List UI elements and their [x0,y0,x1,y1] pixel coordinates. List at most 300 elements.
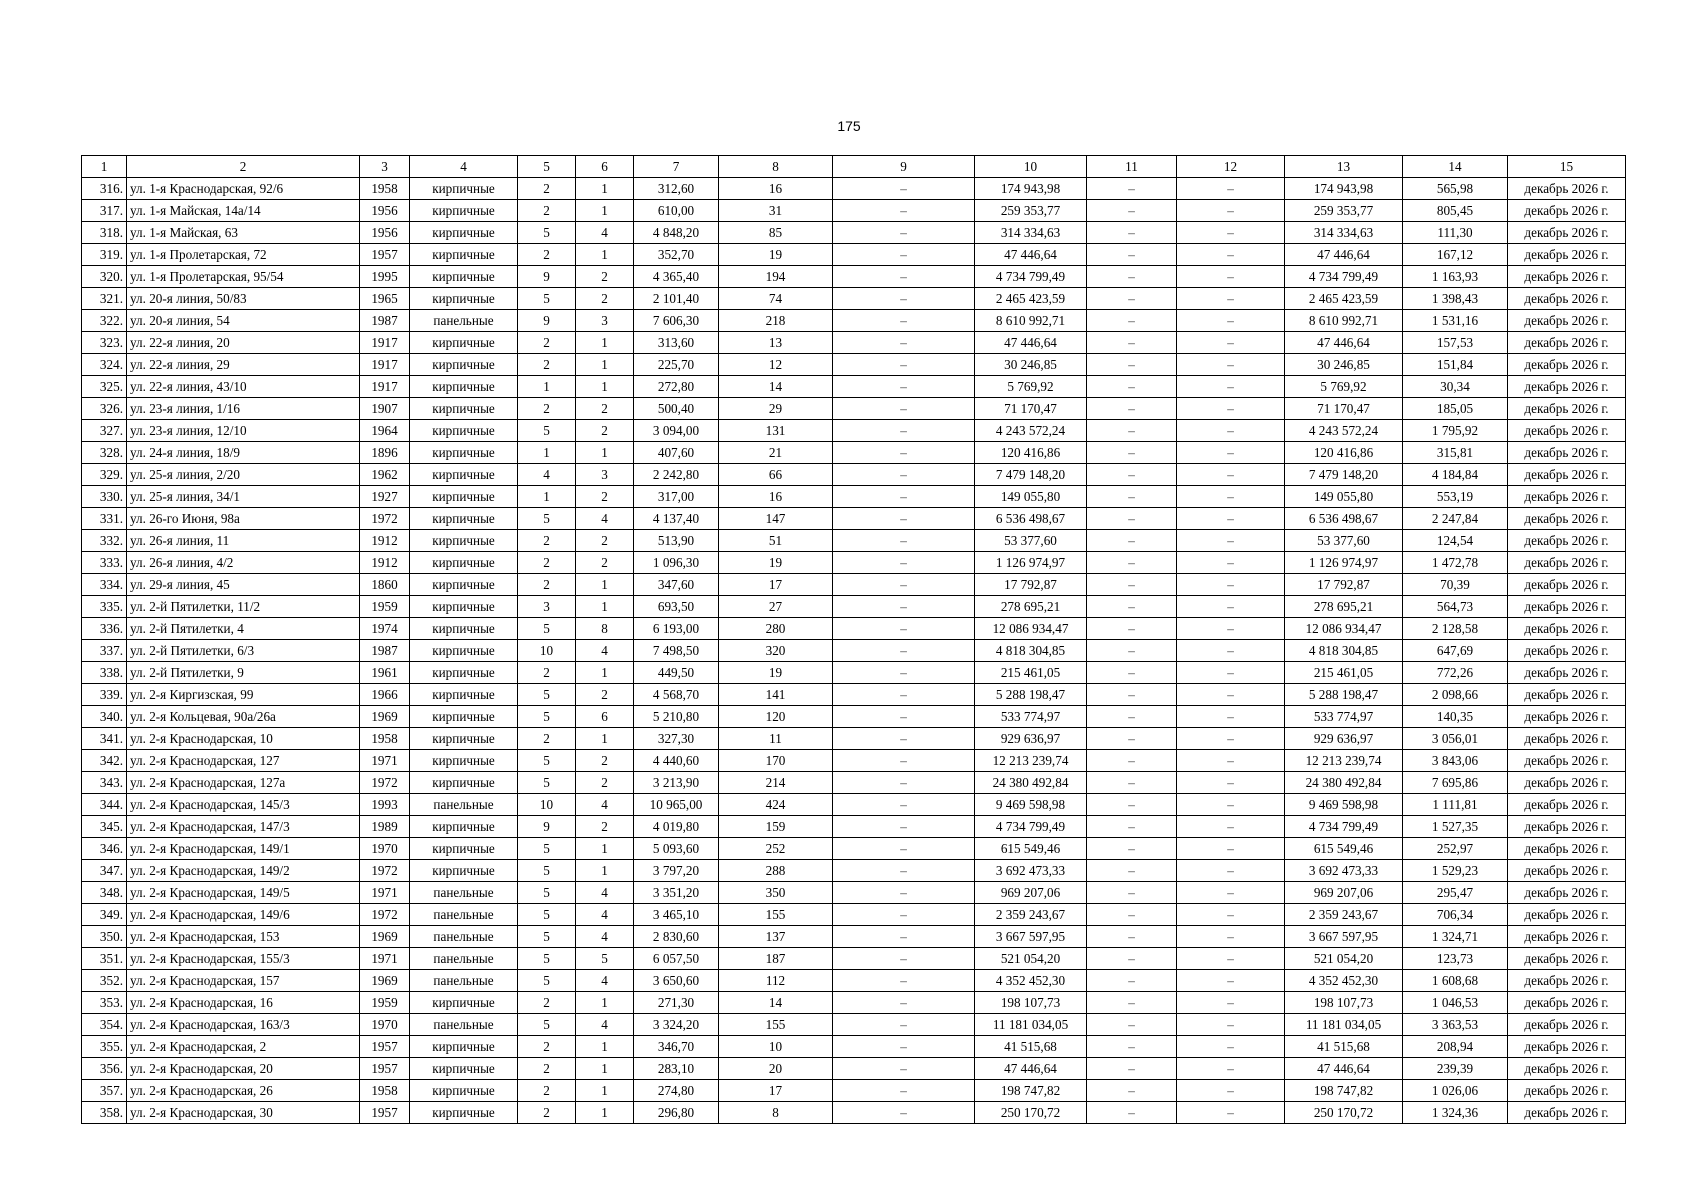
cell-residents: 155 [719,904,833,926]
cell-cell-12: – [1177,1080,1285,1102]
cell-residents: 17 [719,574,833,596]
cell-amount: 17 792,87 [975,574,1087,596]
cell-amount: 12 213 239,74 [975,750,1087,772]
cell-total-amount: 120 416,86 [1285,442,1403,464]
cell-floors: 10 [518,640,576,662]
cell-build-year: 1896 [360,442,410,464]
cell-residents: 12 [719,354,833,376]
cell-total-amount: 615 549,46 [1285,838,1403,860]
cell-amount: 7 479 148,20 [975,464,1087,486]
table-row [82,332,1626,354]
cell-deadline: декабрь 2026 г. [1508,420,1626,442]
cell-build-year: 1957 [360,244,410,266]
cell-entrances: 4 [576,970,634,992]
cell-floors: 5 [518,222,576,244]
cell-residents: 66 [719,464,833,486]
cell-area: 2 830,60 [634,926,719,948]
cell-address: ул. 2-я Краснодарская, 127 [127,750,360,772]
cell-deadline: декабрь 2026 г. [1508,200,1626,222]
table-row [82,816,1626,838]
cell-row-number: 339. [82,684,127,706]
cell-cell-11: – [1087,926,1177,948]
cell-cell-9: – [833,464,975,486]
cell-cell-12: – [1177,1102,1285,1124]
cell-per-sqm-cost: 295,47 [1403,882,1508,904]
cell-total-amount: 1 126 974,97 [1285,552,1403,574]
cell-floors: 2 [518,574,576,596]
cell-per-sqm-cost: 315,81 [1403,442,1508,464]
cell-residents: 131 [719,420,833,442]
cell-per-sqm-cost: 647,69 [1403,640,1508,662]
table-row [82,1102,1626,1124]
cell-total-amount: 53 377,60 [1285,530,1403,552]
cell-floors: 2 [518,992,576,1014]
cell-entrances: 4 [576,904,634,926]
cell-area: 296,80 [634,1102,719,1124]
cell-cell-9: – [833,1102,975,1124]
cell-entrances: 4 [576,1014,634,1036]
cell-cell-12: – [1177,640,1285,662]
cell-per-sqm-cost: 30,34 [1403,376,1508,398]
cell-address: ул. 2-я Киргизская, 99 [127,684,360,706]
cell-deadline: декабрь 2026 г. [1508,882,1626,904]
cell-area: 3 465,10 [634,904,719,926]
cell-address: ул. 2-й Пятилетки, 11/2 [127,596,360,618]
cell-residents: 194 [719,266,833,288]
cell-build-year: 1917 [360,354,410,376]
cell-deadline: декабрь 2026 г. [1508,486,1626,508]
cell-residents: 288 [719,860,833,882]
cell-cell-12: – [1177,882,1285,904]
cell-area: 274,80 [634,1080,719,1102]
cell-cell-9: – [833,684,975,706]
cell-total-amount: 17 792,87 [1285,574,1403,596]
cell-address: ул. 2-я Краснодарская, 155/3 [127,948,360,970]
cell-cell-12: – [1177,354,1285,376]
cell-amount: 71 170,47 [975,398,1087,420]
cell-area: 346,70 [634,1036,719,1058]
cell-area: 3 094,00 [634,420,719,442]
cell-residents: 16 [719,486,833,508]
cell-per-sqm-cost: 2 128,58 [1403,618,1508,640]
column-header-15: 15 [1508,156,1626,178]
cell-address: ул. 22-я линия, 43/10 [127,376,360,398]
cell-address: ул. 2-й Пятилетки, 9 [127,662,360,684]
cell-wall-material: кирпичные [410,486,518,508]
cell-area: 272,80 [634,376,719,398]
cell-area: 1 096,30 [634,552,719,574]
cell-cell-12: – [1177,992,1285,1014]
cell-build-year: 1961 [360,662,410,684]
cell-area: 3 351,20 [634,882,719,904]
cell-cell-9: – [833,1036,975,1058]
cell-per-sqm-cost: 1 529,23 [1403,860,1508,882]
cell-cell-11: – [1087,508,1177,530]
cell-build-year: 1995 [360,266,410,288]
cell-total-amount: 198 107,73 [1285,992,1403,1014]
cell-cell-11: – [1087,266,1177,288]
cell-wall-material: кирпичные [410,838,518,860]
cell-cell-9: – [833,816,975,838]
cell-wall-material: кирпичные [410,1036,518,1058]
cell-entrances: 1 [576,574,634,596]
cell-per-sqm-cost: 157,53 [1403,332,1508,354]
cell-area: 4 365,40 [634,266,719,288]
cell-cell-11: – [1087,464,1177,486]
cell-floors: 2 [518,398,576,420]
cell-cell-12: – [1177,486,1285,508]
table-row [82,992,1626,1014]
cell-address: ул. 1-я Майская, 63 [127,222,360,244]
cell-deadline: декабрь 2026 г. [1508,398,1626,420]
cell-area: 7 606,30 [634,310,719,332]
cell-total-amount: 198 747,82 [1285,1080,1403,1102]
cell-row-number: 334. [82,574,127,596]
cell-amount: 533 774,97 [975,706,1087,728]
cell-row-number: 342. [82,750,127,772]
cell-cell-12: – [1177,948,1285,970]
cell-total-amount: 5 769,92 [1285,376,1403,398]
cell-build-year: 1965 [360,288,410,310]
cell-address: ул. 26-го Июня, 98а [127,508,360,530]
cell-per-sqm-cost: 1 531,16 [1403,310,1508,332]
cell-cell-12: – [1177,596,1285,618]
cell-residents: 74 [719,288,833,310]
cell-cell-11: – [1087,222,1177,244]
table-row [82,266,1626,288]
cell-amount: 149 055,80 [975,486,1087,508]
cell-build-year: 1974 [360,618,410,640]
cell-row-number: 352. [82,970,127,992]
cell-total-amount: 71 170,47 [1285,398,1403,420]
cell-address: ул. 2-я Краснодарская, 30 [127,1102,360,1124]
cell-deadline: декабрь 2026 г. [1508,618,1626,640]
cell-wall-material: кирпичные [410,266,518,288]
cell-row-number: 340. [82,706,127,728]
cell-amount: 615 549,46 [975,838,1087,860]
cell-amount: 5 288 198,47 [975,684,1087,706]
cell-total-amount: 314 334,63 [1285,222,1403,244]
cell-address: ул. 2-я Краснодарская, 149/2 [127,860,360,882]
cell-total-amount: 250 170,72 [1285,1102,1403,1124]
cell-amount: 2 465 423,59 [975,288,1087,310]
cell-address: ул. 2-я Краснодарская, 16 [127,992,360,1014]
cell-per-sqm-cost: 3 363,53 [1403,1014,1508,1036]
cell-deadline: декабрь 2026 г. [1508,860,1626,882]
cell-cell-12: – [1177,1058,1285,1080]
cell-total-amount: 12 213 239,74 [1285,750,1403,772]
cell-cell-11: – [1087,376,1177,398]
cell-residents: 112 [719,970,833,992]
cell-wall-material: кирпичные [410,288,518,310]
table-row [82,662,1626,684]
cell-entrances: 2 [576,530,634,552]
cell-cell-12: – [1177,750,1285,772]
cell-deadline: декабрь 2026 г. [1508,1014,1626,1036]
cell-floors: 5 [518,618,576,640]
cell-cell-11: – [1087,288,1177,310]
cell-per-sqm-cost: 772,26 [1403,662,1508,684]
table-row [82,794,1626,816]
cell-wall-material: кирпичные [410,662,518,684]
cell-build-year: 1966 [360,684,410,706]
cell-amount: 1 126 974,97 [975,552,1087,574]
cell-area: 3 650,60 [634,970,719,992]
cell-per-sqm-cost: 564,73 [1403,596,1508,618]
column-header-6: 6 [576,156,634,178]
cell-cell-12: – [1177,420,1285,442]
cell-area: 513,90 [634,530,719,552]
cell-per-sqm-cost: 167,12 [1403,244,1508,266]
cell-wall-material: кирпичные [410,530,518,552]
cell-residents: 350 [719,882,833,904]
cell-deadline: декабрь 2026 г. [1508,530,1626,552]
cell-entrances: 1 [576,1080,634,1102]
cell-build-year: 1907 [360,398,410,420]
cell-area: 6 057,50 [634,948,719,970]
cell-cell-12: – [1177,332,1285,354]
column-header-5: 5 [518,156,576,178]
cell-wall-material: кирпичные [410,442,518,464]
cell-cell-9: – [833,266,975,288]
table-row [82,508,1626,530]
cell-amount: 47 446,64 [975,332,1087,354]
cell-cell-9: – [833,376,975,398]
cell-residents: 137 [719,926,833,948]
cell-amount: 8 610 992,71 [975,310,1087,332]
cell-floors: 5 [518,508,576,530]
cell-floors: 5 [518,926,576,948]
cell-area: 4 019,80 [634,816,719,838]
cell-deadline: декабрь 2026 г. [1508,926,1626,948]
cell-cell-12: – [1177,266,1285,288]
table-row [82,948,1626,970]
cell-cell-9: – [833,882,975,904]
cell-deadline: декабрь 2026 г. [1508,266,1626,288]
cell-per-sqm-cost: 565,98 [1403,178,1508,200]
cell-row-number: 322. [82,310,127,332]
cell-cell-11: – [1087,1102,1177,1124]
table-row [82,288,1626,310]
cell-deadline: декабрь 2026 г. [1508,508,1626,530]
cell-cell-12: – [1177,706,1285,728]
cell-wall-material: кирпичные [410,992,518,1014]
cell-total-amount: 47 446,64 [1285,332,1403,354]
cell-build-year: 1957 [360,1058,410,1080]
cell-per-sqm-cost: 706,34 [1403,904,1508,926]
cell-floors: 5 [518,948,576,970]
cell-cell-9: – [833,706,975,728]
cell-entrances: 2 [576,552,634,574]
column-header-12: 12 [1177,156,1285,178]
cell-row-number: 338. [82,662,127,684]
table-row [82,860,1626,882]
cell-cell-9: – [833,1058,975,1080]
cell-amount: 929 636,97 [975,728,1087,750]
cell-build-year: 1958 [360,1080,410,1102]
cell-cell-12: – [1177,838,1285,860]
cell-amount: 3 692 473,33 [975,860,1087,882]
cell-cell-11: – [1087,1014,1177,1036]
cell-entrances: 1 [576,244,634,266]
cell-deadline: декабрь 2026 г. [1508,1102,1626,1124]
cell-deadline: декабрь 2026 г. [1508,970,1626,992]
cell-total-amount: 2 465 423,59 [1285,288,1403,310]
cell-address: ул. 26-я линия, 4/2 [127,552,360,574]
cell-row-number: 353. [82,992,127,1014]
cell-per-sqm-cost: 1 472,78 [1403,552,1508,574]
cell-row-number: 327. [82,420,127,442]
cell-build-year: 1962 [360,464,410,486]
cell-residents: 159 [719,816,833,838]
cell-area: 500,40 [634,398,719,420]
cell-total-amount: 4 734 799,49 [1285,266,1403,288]
table-row [82,772,1626,794]
cell-row-number: 356. [82,1058,127,1080]
cell-total-amount: 30 246,85 [1285,354,1403,376]
cell-wall-material: кирпичные [410,332,518,354]
cell-cell-11: – [1087,1058,1177,1080]
cell-build-year: 1958 [360,178,410,200]
cell-residents: 424 [719,794,833,816]
cell-per-sqm-cost: 1 026,06 [1403,1080,1508,1102]
table-row [82,882,1626,904]
cell-address: ул. 25-я линия, 2/20 [127,464,360,486]
cell-area: 327,30 [634,728,719,750]
cell-cell-9: – [833,288,975,310]
cell-area: 3 797,20 [634,860,719,882]
cell-cell-9: – [833,904,975,926]
table-row [82,464,1626,486]
cell-cell-12: – [1177,1036,1285,1058]
cell-wall-material: панельные [410,882,518,904]
cell-total-amount: 7 479 148,20 [1285,464,1403,486]
cell-cell-12: – [1177,222,1285,244]
cell-build-year: 1912 [360,552,410,574]
cell-wall-material: кирпичные [410,222,518,244]
cell-address: ул. 23-я линия, 1/16 [127,398,360,420]
cell-area: 2 242,80 [634,464,719,486]
cell-deadline: декабрь 2026 г. [1508,442,1626,464]
cell-cell-11: – [1087,904,1177,926]
cell-deadline: декабрь 2026 г. [1508,816,1626,838]
cell-residents: 10 [719,1036,833,1058]
cell-residents: 170 [719,750,833,772]
cell-floors: 5 [518,838,576,860]
table-row [82,926,1626,948]
cell-residents: 280 [719,618,833,640]
cell-row-number: 349. [82,904,127,926]
cell-total-amount: 215 461,05 [1285,662,1403,684]
cell-build-year: 1972 [360,904,410,926]
cell-entrances: 2 [576,684,634,706]
cell-area: 4 137,40 [634,508,719,530]
cell-cell-12: – [1177,530,1285,552]
cell-build-year: 1957 [360,1102,410,1124]
cell-total-amount: 4 818 304,85 [1285,640,1403,662]
cell-area: 225,70 [634,354,719,376]
cell-address: ул. 2-я Краснодарская, 149/6 [127,904,360,926]
cell-build-year: 1959 [360,992,410,1014]
cell-area: 449,50 [634,662,719,684]
cell-residents: 120 [719,706,833,728]
cell-floors: 2 [518,1102,576,1124]
cell-cell-12: – [1177,1014,1285,1036]
table-row [82,596,1626,618]
cell-floors: 2 [518,1058,576,1080]
cell-cell-12: – [1177,926,1285,948]
cell-cell-11: – [1087,574,1177,596]
cell-cell-12: – [1177,816,1285,838]
cell-row-number: 345. [82,816,127,838]
cell-build-year: 1971 [360,882,410,904]
cell-cell-11: – [1087,640,1177,662]
cell-address: ул. 23-я линия, 12/10 [127,420,360,442]
cell-residents: 11 [719,728,833,750]
cell-address: ул. 1-я Краснодарская, 92/6 [127,178,360,200]
cell-cell-9: – [833,310,975,332]
cell-cell-11: – [1087,728,1177,750]
page-number: 175 [837,118,861,134]
cell-deadline: декабрь 2026 г. [1508,750,1626,772]
table-row [82,420,1626,442]
cell-area: 3 213,90 [634,772,719,794]
cell-amount: 24 380 492,84 [975,772,1087,794]
cell-cell-9: – [833,772,975,794]
table-row [82,376,1626,398]
cell-entrances: 1 [576,728,634,750]
table-row [82,618,1626,640]
cell-per-sqm-cost: 2 098,66 [1403,684,1508,706]
cell-total-amount: 8 610 992,71 [1285,310,1403,332]
cell-area: 317,00 [634,486,719,508]
table-row [82,354,1626,376]
cell-address: ул. 25-я линия, 34/1 [127,486,360,508]
cell-cell-11: – [1087,442,1177,464]
cell-per-sqm-cost: 111,30 [1403,222,1508,244]
cell-cell-12: – [1177,574,1285,596]
table-row [82,728,1626,750]
cell-total-amount: 929 636,97 [1285,728,1403,750]
cell-entrances: 4 [576,882,634,904]
cell-area: 5 210,80 [634,706,719,728]
cell-floors: 1 [518,442,576,464]
cell-area: 2 101,40 [634,288,719,310]
cell-per-sqm-cost: 1 324,71 [1403,926,1508,948]
cell-address: ул. 22-я линия, 29 [127,354,360,376]
cell-residents: 14 [719,992,833,1014]
cell-amount: 250 170,72 [975,1102,1087,1124]
cell-floors: 5 [518,420,576,442]
cell-floors: 10 [518,794,576,816]
cell-row-number: 316. [82,178,127,200]
cell-cell-11: – [1087,794,1177,816]
cell-total-amount: 41 515,68 [1285,1036,1403,1058]
table-row [82,552,1626,574]
cell-total-amount: 47 446,64 [1285,1058,1403,1080]
cell-build-year: 1956 [360,200,410,222]
cell-cell-11: – [1087,398,1177,420]
table-row [82,1036,1626,1058]
cell-cell-9: – [833,618,975,640]
cell-build-year: 1927 [360,486,410,508]
cell-address: ул. 24-я линия, 18/9 [127,442,360,464]
cell-floors: 4 [518,464,576,486]
cell-total-amount: 9 469 598,98 [1285,794,1403,816]
cell-build-year: 1970 [360,838,410,860]
cell-deadline: декабрь 2026 г. [1508,640,1626,662]
cell-amount: 969 207,06 [975,882,1087,904]
